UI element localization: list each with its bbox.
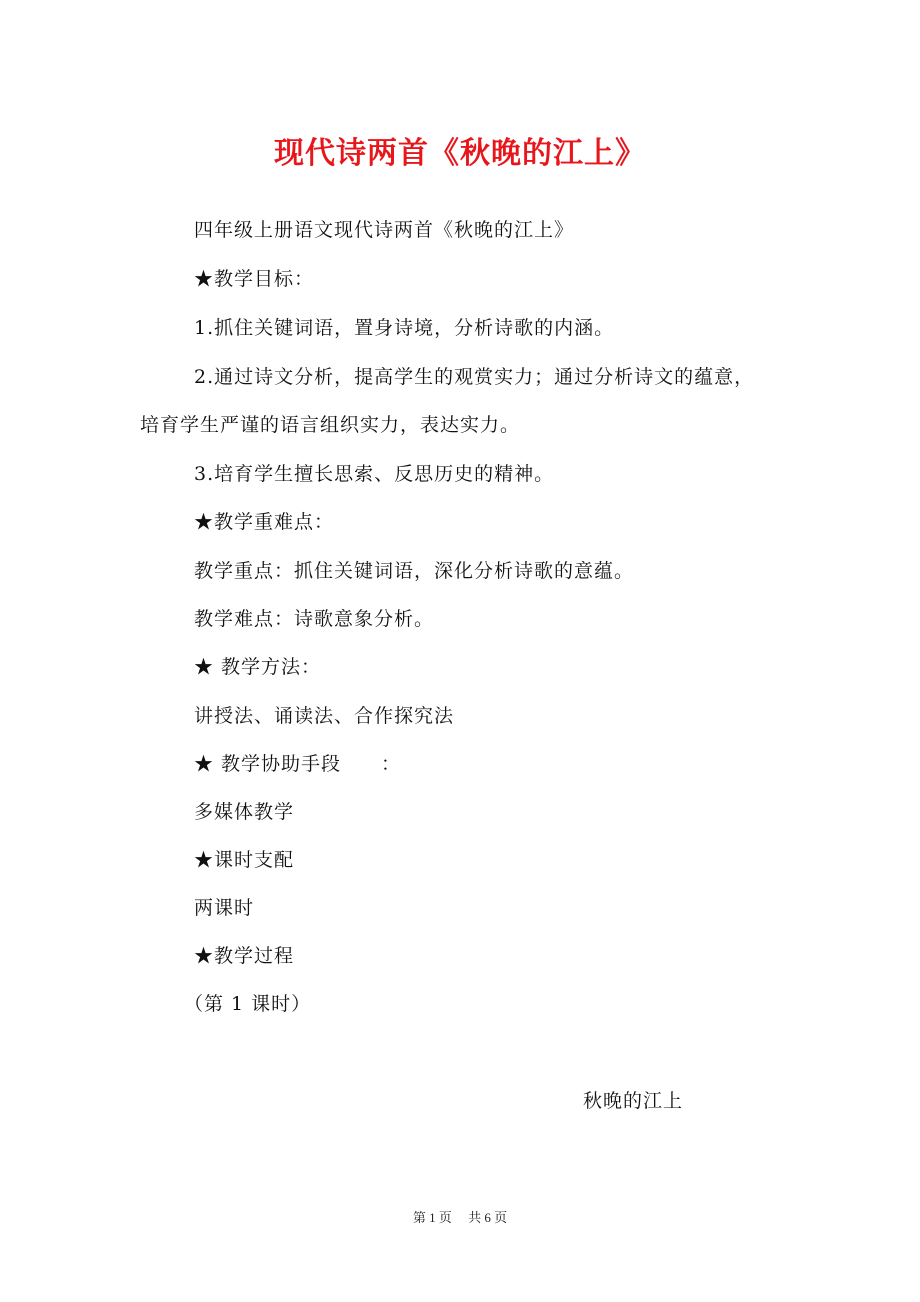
section-heading-schedule: ★课时支配: [194, 849, 295, 871]
page-footer: 第 1 页 共 6 页: [412, 1210, 508, 1225]
lesson-period-label: （第 1 课时）: [184, 993, 312, 1015]
section-heading-process: ★教学过程: [194, 945, 295, 967]
objective-1: 1.抓住关键词语，置身诗境，分析诗歌的内涵。: [194, 317, 615, 339]
poem-title: 秋晚的江上: [583, 1090, 684, 1112]
objective-2: 2.通过诗文分析，提高学生的观赏实力；通过分析诗文的蕴意，: [194, 366, 755, 388]
section-heading-methods: ★ 教学方法：: [194, 656, 322, 678]
objective-2-continued: 培育学生严谨的语言组织实力，表达实力。: [140, 414, 521, 436]
section-heading-key-points: ★教学重难点：: [194, 511, 335, 533]
key-point: 教学重点：抓住关键词语，深化分析诗歌的意蕴。: [194, 560, 635, 582]
subtitle-line: 四年级上册语文现代诗两首《秋晚的江上》: [194, 219, 575, 241]
section-heading-aids: ★ 教学协助手段 ：: [194, 753, 402, 775]
aids-text: 多媒体教学: [194, 801, 295, 823]
section-heading-objectives: ★教学目标：: [194, 268, 315, 290]
methods-text: 讲授法、诵读法、合作探究法: [194, 705, 455, 727]
objective-3: 3.培育学生擅长思索、反思历史的精神。: [194, 463, 555, 485]
document-title: 现代诗两首《秋晚的江上》: [274, 136, 646, 171]
difficult-point: 教学难点：诗歌意象分析。: [194, 608, 435, 630]
schedule-text: 两课时: [194, 897, 255, 919]
